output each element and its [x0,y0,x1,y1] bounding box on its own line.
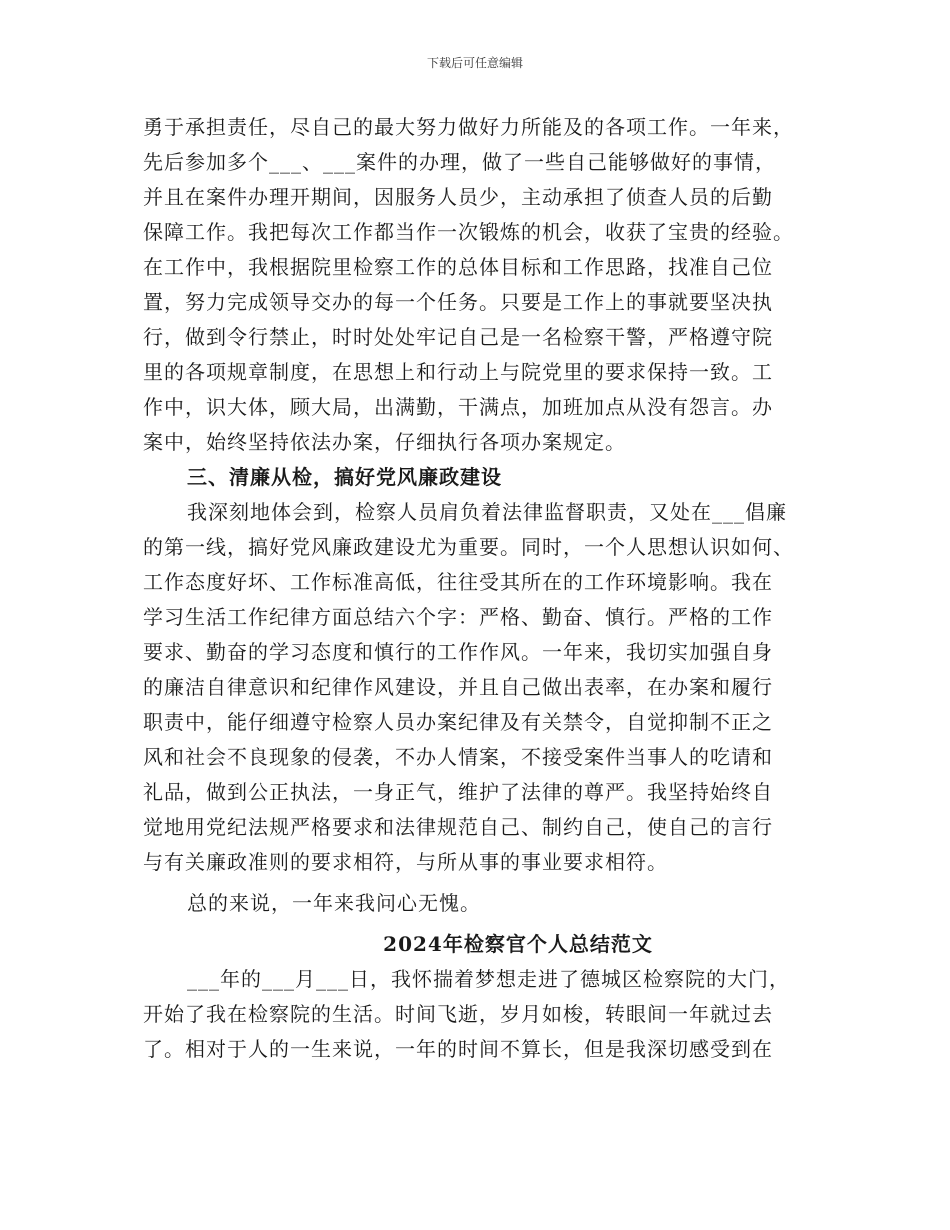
paragraph-responsibility [143,110,823,460]
text-line: 案中，始终坚持依法办案，仔细执行各项办案规定。 [143,430,626,454]
text-line: 先后参加多个___、___案件的办理，做了一些自己能够做好的事情， [143,150,776,174]
text-line: 总的来说，一年来我问心无愧。 [187,891,481,915]
text-line: 礼品，做到公正执法，一身正气，维护了法律的尊严。我坚持始终自 [143,780,773,804]
text-line: 勇于承担责任，尽自己的最大努力做好力所能及的各项工作。一年来， [143,115,794,139]
text-line: 工作态度好坏、工作标准高低，往往受其所在的工作环境影响。我在 [143,570,773,594]
paragraph-integrity [143,495,823,880]
document-body [143,110,823,1067]
text-line: 与有关廉政准则的要求相符，与所从事的事业要求相符。 [143,850,668,874]
text-line: 作中，识大体，顾大局，出满勤，干满点，加班加点从没有怨言。办 [143,395,773,419]
text-line: 风和社会不良现象的侵袭，不办人情案，不接受案件当事人的吃请和 [143,745,773,769]
text-line: 我深刻地体会到，检察人员肩负着法律监督职责，又处在___倡廉 [187,500,787,524]
section-heading: 三、清廉从检，搞好党风廉政建设 [187,465,502,489]
text-line: 行，做到令行禁止，时时处处牢记自己是一名检察干警，严格遵守院 [143,325,773,349]
text-line: 觉地用党纪法规严格要求和法律规范自己、制约自己，使自己的言行 [143,815,773,839]
text-line: 保障工作。我把每次工作都当作一次锻炼的机会，收获了宝贵的经验。 [143,220,794,244]
text-line: ___年的___月___日，我怀揣着梦想走进了德城区检察院的大门， [187,967,790,991]
page-header-note: 下载后可任意编辑 [426,56,523,70]
paragraph-summary [143,886,823,921]
text-line: 了。相对于人的一生来说，一年的时间不算长，但是我深切感受到在 [143,1037,773,1061]
text-line: 开始了我在检察院的生活。时间飞逝，岁月如梭，转眼间一年就过去 [143,1002,773,1026]
paragraph-intro [143,962,823,1067]
article-title: 2024年检察官个人总结范文 [383,932,653,956]
text-line: 并且在案件办理开期间，因服务人员少，主动承担了侦查人员的后勤 [143,185,773,209]
text-line: 的第一线，搞好党风廉政建设尤为重要。同时，一个人思想认识如何、 [143,535,794,559]
text-line: 里的各项规章制度，在思想上和行动上与院党里的要求保持一致。工 [143,360,773,384]
text-line: 要求、勤奋的学习态度和慎行的工作作风。一年来，我切实加强自身 [143,640,773,664]
text-line: 在工作中，我根据院里检察工作的总体目标和工作思路，找准自己位 [143,255,773,279]
text-line: 置，努力完成领导交办的每一个任务。只要是工作上的事就要坚决执 [143,290,773,314]
text-line: 的廉洁自律意识和纪律作风建设，并且自己做出表率，在办案和履行 [143,675,773,699]
text-line: 学习生活工作纪律方面总结六个字：严格、勤奋、慎行。严格的工作 [143,605,773,629]
text-line: 职责中，能仔细遵守检察人员办案纪律及有关禁令，自觉抑制不正之 [143,710,773,734]
